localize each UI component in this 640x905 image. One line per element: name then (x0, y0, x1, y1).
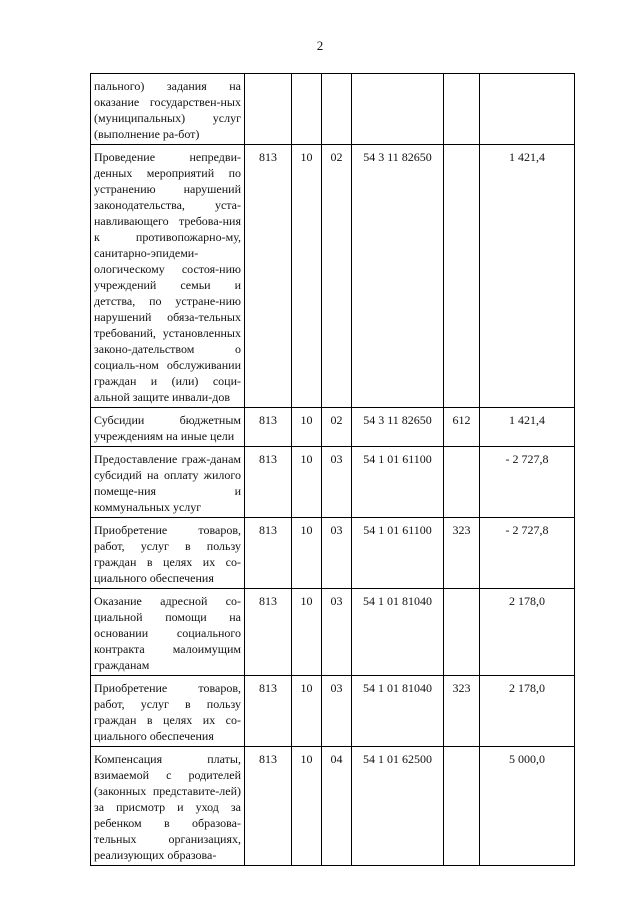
page-number: 2 (316, 38, 324, 53)
row-description: Приобретение товаров, работ, услуг в пользу граждан в целях их со-циального обеспечения (91, 518, 245, 589)
cell-pr: 03 (322, 589, 352, 676)
cell-rz: 10 (292, 145, 322, 408)
cell-vr: 612 (444, 408, 480, 447)
table-row (91, 447, 575, 518)
cell-vr (444, 447, 480, 518)
budget-table (90, 73, 575, 866)
cell-sum: - 2 727,8 (480, 518, 575, 589)
cell-ved (245, 74, 292, 145)
cell-rz: 10 (292, 589, 322, 676)
cell-pr: 04 (322, 747, 352, 866)
cell-pr: 02 (322, 145, 352, 408)
cell-csr: 54 3 11 82650 (352, 408, 444, 447)
cell-rz (292, 74, 322, 145)
cell-csr: 54 1 01 61100 (352, 518, 444, 589)
cell-ved: 813 (245, 145, 292, 408)
cell-vr (444, 589, 480, 676)
cell-pr: 02 (322, 408, 352, 447)
cell-rz: 10 (292, 518, 322, 589)
cell-ved: 813 (245, 589, 292, 676)
cell-sum: 2 178,0 (480, 676, 575, 747)
cell-pr: 03 (322, 676, 352, 747)
cell-sum (480, 74, 575, 145)
cell-csr: 54 1 01 81040 (352, 676, 444, 747)
row-description: Оказание адресной со-циальной помощи на основании социального контракта малоимущим гражданам (91, 589, 245, 676)
cell-sum: 1 421,4 (480, 145, 575, 408)
table-row (91, 145, 575, 408)
cell-csr: 54 1 01 61100 (352, 447, 444, 518)
cell-sum: - 2 727,8 (480, 447, 575, 518)
cell-vr (444, 747, 480, 866)
cell-pr: 03 (322, 447, 352, 518)
cell-pr (322, 74, 352, 145)
cell-sum: 2 178,0 (480, 589, 575, 676)
cell-rz: 10 (292, 676, 322, 747)
cell-csr (352, 74, 444, 145)
row-description: Субсидии бюджетным учреждениям на иные цели (91, 408, 245, 447)
cell-vr (444, 74, 480, 145)
cell-vr: 323 (444, 676, 480, 747)
cell-ved: 813 (245, 676, 292, 747)
row-description: Проведение непредви-денных мероприятий по устранению нарушений законодательства, уста-навливающего требова-ния к противопожарно-му, санитарно-эпидеми-ологическому состоя-нию учреждений семьи и детства, по устране-нию нарушений обяза-тельных требований, установленных законо-дательством о социаль-ном обслуживании граждан и (или) соци-альной защите инвали-дов (91, 145, 245, 408)
cell-rz: 10 (292, 408, 322, 447)
cell-ved: 813 (245, 518, 292, 589)
table-row (91, 74, 575, 145)
cell-pr: 03 (322, 518, 352, 589)
cell-csr: 54 1 01 81040 (352, 589, 444, 676)
cell-rz: 10 (292, 747, 322, 866)
table-row (91, 408, 575, 447)
cell-vr (444, 145, 480, 408)
cell-rz: 10 (292, 447, 322, 518)
cell-ved: 813 (245, 408, 292, 447)
table-row (91, 676, 575, 747)
table-row (91, 518, 575, 589)
cell-ved: 813 (245, 747, 292, 866)
row-description: Компенсация платы, взимаемой с родителей (законных представите-лей) за присмотр и уход за ребенком в образова-тельных организациях, реализующих образова- (91, 747, 245, 866)
row-description: Приобретение товаров, работ, услуг в пользу граждан в целях их со-циального обеспечения (91, 676, 245, 747)
row-description: Предоставление граж-данам субсидий на оплату жилого помеще-ния и коммунальных услуг (91, 447, 245, 518)
cell-vr: 323 (444, 518, 480, 589)
cell-sum: 1 421,4 (480, 408, 575, 447)
cell-sum: 5 000,0 (480, 747, 575, 866)
table-row (91, 747, 575, 866)
cell-ved: 813 (245, 447, 292, 518)
table-row (91, 589, 575, 676)
cell-csr: 54 3 11 82650 (352, 145, 444, 408)
row-description: пального) задания на оказание государствен-ных (муниципальных) услуг (выполнение ра-бот) (91, 74, 245, 145)
cell-csr: 54 1 01 62500 (352, 747, 444, 866)
